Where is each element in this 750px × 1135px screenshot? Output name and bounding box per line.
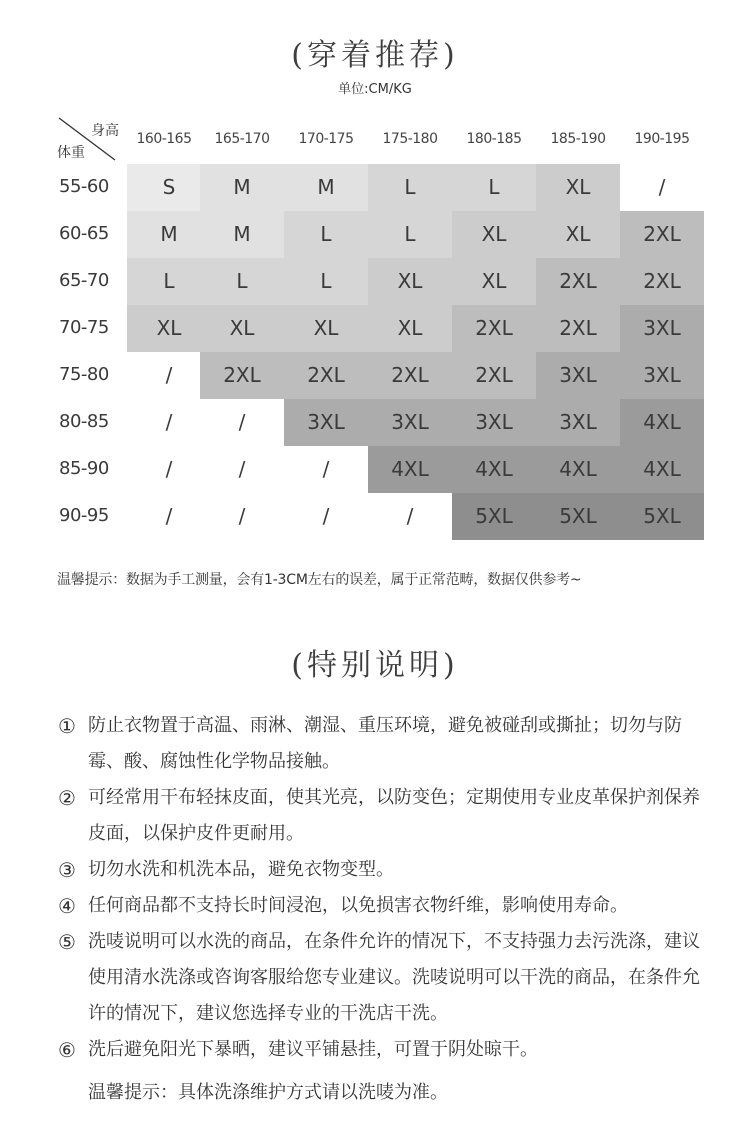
size-cell: S [127,164,211,211]
size-cell: / [127,446,211,493]
weight-row-header: 90-95 [59,505,109,526]
note-number: ⑥ [58,1038,76,1062]
size-cell: / [620,164,704,211]
special-notes-title: (特别说明) [291,648,459,683]
size-cell: L [368,211,452,258]
size-cell: XL [452,258,536,305]
note-number: ④ [58,894,76,918]
care-note-item [58,924,708,1032]
height-column-header: 185-190 [550,131,606,147]
note-number: ② [58,786,76,810]
size-cell: L [127,258,211,305]
size-cell: 3XL [368,399,452,446]
size-cell: 2XL [368,352,452,399]
weight-row-header: 70-75 [59,317,109,338]
unit-label: 单位:CM/KG [338,82,412,97]
care-note-item [58,888,708,924]
size-recommendation-title: (穿着推荐) [291,38,459,73]
size-cell: 5XL [620,493,704,540]
weight-row-header: 75-80 [59,364,109,385]
size-cell: 2XL [536,258,620,305]
size-cell: 4XL [452,446,536,493]
size-cell: 4XL [368,446,452,493]
size-cell: 5XL [452,493,536,540]
size-cell: L [452,164,536,211]
size-cell: L [200,258,284,305]
size-cell: 4XL [620,446,704,493]
size-cell: 3XL [536,352,620,399]
height-column-header: 175-180 [382,131,438,147]
size-cell: XL [368,305,452,352]
measurement-tip: 温馨提示：数据为手工测量，会有1-3CM左右的误差，属于正常范畴，数据仅供参考~ [57,572,582,588]
size-cell: / [127,399,211,446]
weight-row-header: 55-60 [59,176,109,197]
size-cell: L [368,164,452,211]
size-cell: XL [368,258,452,305]
size-cell: 3XL [284,399,368,446]
size-cell: 4XL [620,399,704,446]
size-cell: XL [284,305,368,352]
note-text: 任何商品都不支持长时间浸泡，以免损害衣物纤维，影响使用寿命。 [88,895,628,916]
size-cell: L [284,211,368,258]
size-cell: / [200,399,284,446]
note-number: ⑤ [58,930,76,954]
size-cell: 4XL [536,446,620,493]
size-cell: XL [200,305,284,352]
size-cell: 2XL [452,352,536,399]
size-cell: M [284,164,368,211]
size-cell: / [127,493,211,540]
size-cell: / [284,493,368,540]
height-column-header: 170-175 [298,131,354,147]
care-note-item [58,780,708,852]
size-cell: 2XL [452,305,536,352]
note-text: 切勿水洗和机洗本品，避免衣物变型。 [88,859,394,880]
weight-row-header: 60-65 [59,223,109,244]
size-cell: 2XL [536,305,620,352]
height-column-header: 190-195 [634,131,690,147]
size-cell: M [127,211,211,258]
size-cell: L [284,258,368,305]
size-cell: 3XL [536,399,620,446]
care-note-item [58,852,708,888]
size-cell: M [200,164,284,211]
height-column-header: 165-170 [214,131,270,147]
note-text: 可经常用干布轻抹皮面，使其光亮，以防变色；定期使用专业皮革保护剂保养皮面，以保护皮件更耐用。 [88,787,700,844]
size-cell: / [200,493,284,540]
size-cell: / [200,446,284,493]
weight-row-header: 85-90 [59,458,109,479]
table-corner-header [55,116,127,162]
note-text: 洗后避免阳光下暴晒，建议平铺悬挂，可置于阴处晾干。 [88,1039,538,1060]
size-cell: 2XL [284,352,368,399]
size-cell: XL [536,164,620,211]
weight-row-header: 80-85 [59,411,109,432]
size-cell: 2XL [620,258,704,305]
note-number: ③ [58,858,76,882]
size-cell: 2XL [620,211,704,258]
size-cell: / [127,352,211,399]
size-cell: XL [536,211,620,258]
height-column-header: 160-165 [136,131,192,147]
care-note-item [58,708,708,780]
note-number: ① [58,714,76,738]
note-text: 洗唛说明可以水洗的商品，在条件允许的情况下，不支持强力去污洗涤，建议使用清水洗涤或咨询客服给您专业建议。洗唛说明可以干洗的商品，在条件允许的情况下，建议您选择专业的干洗店干洗。 [88,931,700,1024]
care-note-item [58,1032,708,1068]
size-cell: 3XL [620,352,704,399]
height-axis-label: 身高 [91,123,119,139]
size-cell: M [200,211,284,258]
size-cell: 5XL [536,493,620,540]
size-cell: 2XL [200,352,284,399]
size-cell: / [368,493,452,540]
size-cell: 3XL [620,305,704,352]
size-cell: XL [452,211,536,258]
care-tip: 温馨提示：具体洗涤维护方式请以洗唛为准。 [88,1082,448,1103]
size-cell: / [284,446,368,493]
weight-row-header: 65-70 [59,270,109,291]
size-cell: XL [127,305,211,352]
size-cell: 3XL [452,399,536,446]
weight-axis-label: 体重 [57,145,85,161]
height-column-header: 180-185 [466,131,522,147]
note-text: 防止衣物置于高温、雨淋、潮湿、重压环境，避免被碰刮或撕扯；切勿与防霉、酸、腐蚀性化学物品接触。 [88,715,682,772]
